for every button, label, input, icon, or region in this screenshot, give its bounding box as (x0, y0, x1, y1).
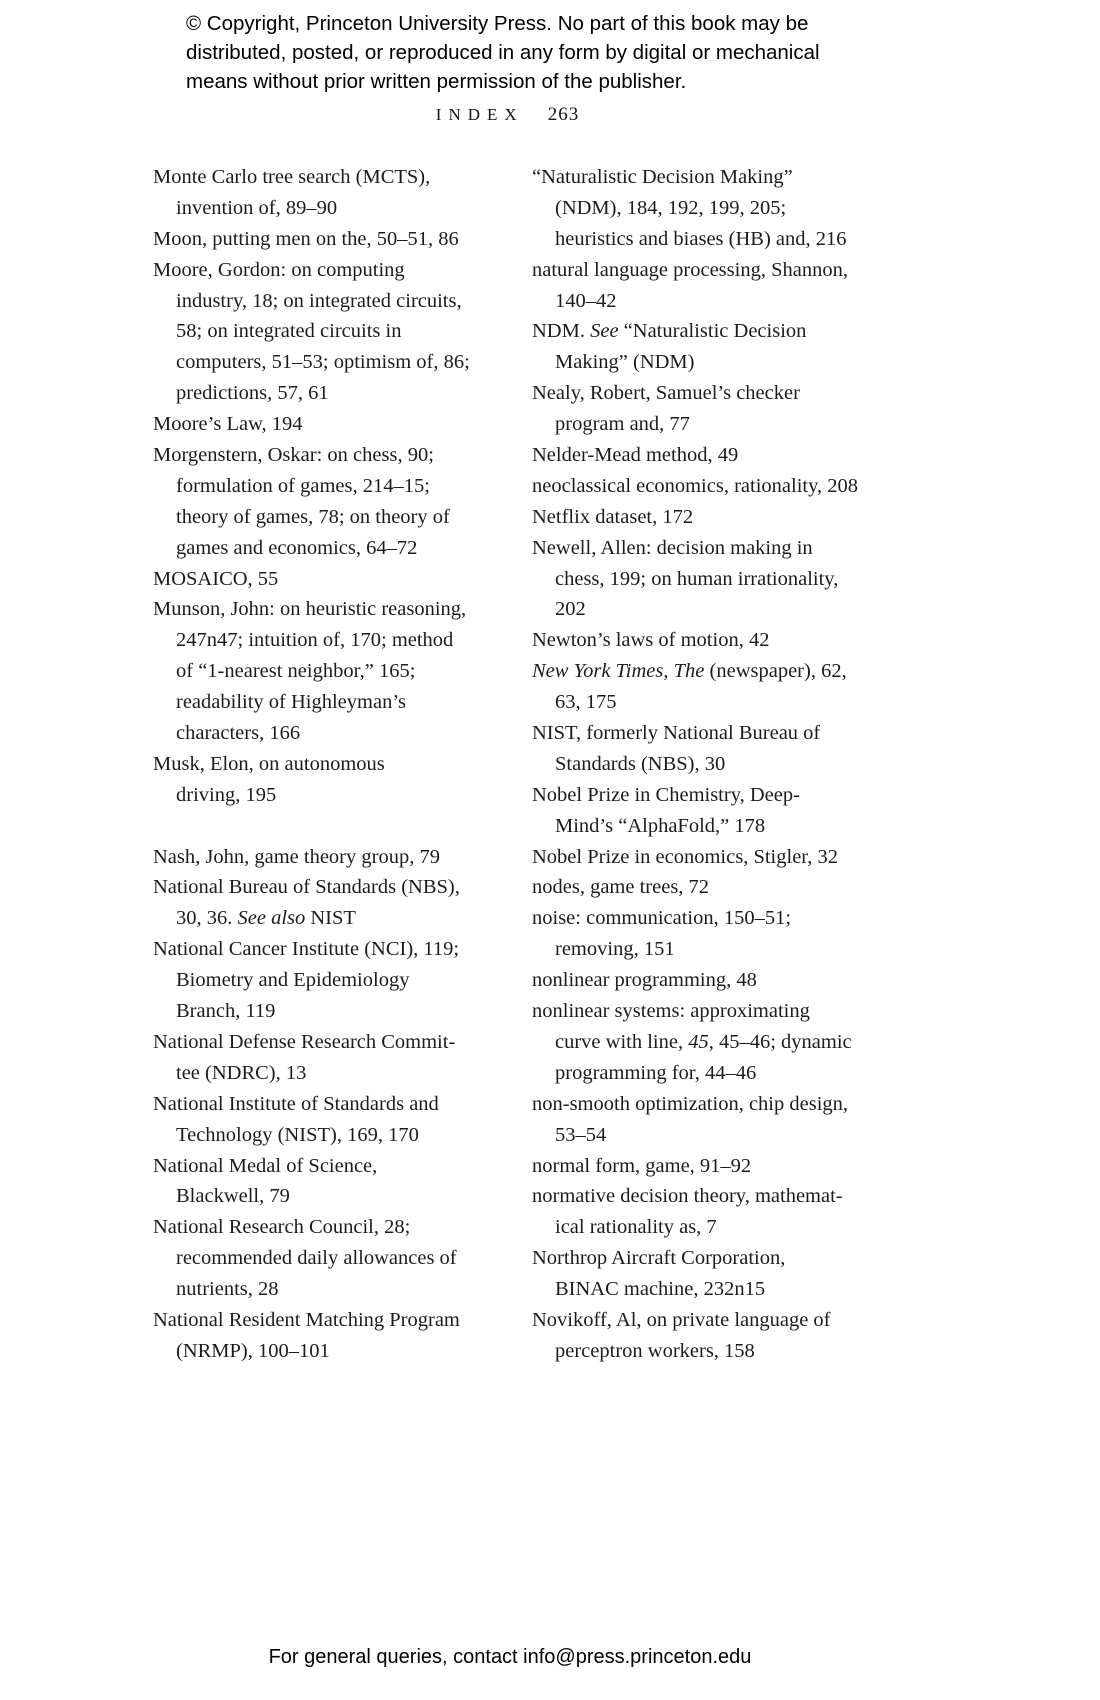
index-line: Branch, 119 (176, 1000, 276, 1023)
index-line: National Research Council, 28; (153, 1216, 411, 1239)
index-line: Moore, Gordon: on computing (153, 258, 405, 281)
index-line: driving, 195 (176, 783, 277, 806)
index-line: National Cancer Institute (NCI), 119; (153, 938, 460, 961)
index-line: Biometry and Epidemiology (176, 969, 410, 992)
index-line: © Copyright, Princeton University Press. No part of this book may be (186, 12, 809, 35)
index-line: normative decision theory, mathemat- (532, 1185, 843, 1208)
index-line: 30, 36. See also NIST (176, 907, 356, 930)
index-line: Monte Carlo tree search (MCTS), (153, 166, 431, 188)
index-line: Moon, putting men on the, 50–51, 86 (153, 227, 459, 250)
index-line: National Bureau of Standards (NBS), (153, 876, 460, 899)
column-spacer (153, 811, 523, 842)
index-line: predictions, 57, 61 (176, 382, 329, 405)
index-line: curve with line, 45, 45–46; dynamic (555, 1030, 852, 1053)
index-line: BINAC machine, 232n15 (555, 1278, 766, 1301)
index-line: MOSAICO, 55 (153, 567, 279, 590)
contact-email-line: For general queries, contact info@press.princeton.edu (268, 1646, 752, 1668)
index-line: Blackwell, 79 (176, 1185, 290, 1208)
index-line: 140–42 (555, 289, 617, 312)
index-line: Moore’s Law, 194 (153, 413, 303, 436)
index-line: 58; on integrated circuits in (176, 320, 402, 343)
page-number: 263 (547, 104, 580, 125)
page-footer (0, 1646, 1020, 1669)
index-line: Mind’s “AlphaFold,” 178 (555, 814, 766, 837)
index-line: Nealy, Robert, Samuel’s checker (532, 382, 800, 405)
copyright-notice (186, 9, 820, 96)
index-line: chess, 199; on human irrationality, (555, 567, 839, 590)
index-right-column (532, 162, 902, 1367)
index-line: 63, 175 (555, 691, 617, 714)
index-line: National Defense Research Commit- (153, 1030, 456, 1053)
index-line: Musk, Elon, on autonomous (153, 752, 385, 775)
index-line: recommended daily allowances of (176, 1247, 457, 1270)
index-line: New York Times, The (newspaper), 62, (532, 660, 847, 683)
index-line: non-smooth optimization, chip design, (532, 1092, 849, 1115)
index-line: natural language processing, Shannon, (532, 258, 848, 281)
index-line: Nash, John, game theory group, 79 (153, 845, 440, 868)
index-line: Netflix dataset, 172 (532, 505, 694, 528)
index-line: heuristics and biases (HB) and, 216 (555, 227, 847, 250)
index-line: perceptron workers, 158 (555, 1339, 755, 1362)
index-line: ical rationality as, 7 (555, 1216, 717, 1239)
index-line: (NRMP), 100–101 (176, 1339, 330, 1362)
index-line: Nobel Prize in Chemistry, Deep- (532, 783, 800, 806)
page-header (0, 104, 1015, 126)
index-line: distributed, posted, or reproduced in any form by digital or mechanical (186, 41, 820, 64)
index-line: Munson, John: on heuristic reasoning, (153, 598, 467, 621)
index-line: computers, 51–53; optimism of, 86; (176, 351, 470, 374)
index-line: of “1-nearest neighbor,” 165; (176, 660, 416, 683)
index-line: neoclassical economics, rationality, 208 (532, 474, 858, 497)
index-line: Newton’s laws of motion, 42 (532, 629, 770, 652)
index-line: removing, 151 (555, 938, 675, 961)
index-line: nonlinear systems: approximating (532, 1000, 810, 1023)
index-line: means without prior written permission of the publisher. (186, 70, 687, 93)
index-title: INDEX (435, 105, 524, 124)
index-line: National Medal of Science, (153, 1154, 378, 1177)
index-line: industry, 18; on integrated circuits, (176, 289, 462, 312)
index-line: Newell, Allen: decision making in (532, 536, 813, 559)
index-line: Morgenstern, Oskar: on chess, 90; (153, 444, 434, 467)
index-line: nonlinear programming, 48 (532, 969, 757, 992)
index-line: Nelder-Mead method, 49 (532, 444, 739, 467)
index-line: programming for, 44–46 (555, 1061, 757, 1084)
index-line: 53–54 (555, 1123, 607, 1146)
index-line: invention of, 89–90 (176, 196, 338, 219)
index-line: characters, 166 (176, 722, 301, 745)
index-line: program and, 77 (555, 413, 690, 436)
index-line: National Resident Matching Program (153, 1308, 460, 1331)
index-line: (NDM), 184, 192, 199, 205; (555, 196, 787, 219)
index-line: NIST, formerly National Bureau of (532, 722, 821, 745)
index-line: normal form, game, 91–92 (532, 1154, 752, 1177)
index-line: NDM. See “Naturalistic Decision (532, 320, 807, 343)
index-line: readability of Highleyman’s (176, 691, 406, 714)
index-line: Novikoff, Al, on private language of (532, 1308, 831, 1331)
index-line: Nobel Prize in economics, Stigler, 32 (532, 845, 839, 868)
index-line: Technology (NIST), 169, 170 (176, 1123, 419, 1146)
index-line: nutrients, 28 (176, 1278, 279, 1301)
index-line: 247n47; intuition of, 170; method (176, 629, 454, 652)
index-line: Making” (NDM) (555, 351, 695, 374)
index-line: 202 (555, 598, 586, 621)
index-line: Northrop Aircraft Corporation, (532, 1247, 786, 1270)
index-line: formulation of games, 214–15; (176, 474, 430, 497)
index-line: games and economics, 64–72 (176, 536, 418, 559)
index-line: tee (NDRC), 13 (176, 1061, 307, 1084)
index-line: “Naturalistic Decision Making” (532, 166, 793, 188)
index-line: theory of games, 78; on theory of (176, 505, 450, 528)
index-line: National Institute of Standards and (153, 1092, 439, 1115)
index-line: noise: communication, 150–51; (532, 907, 792, 930)
index-line: Standards (NBS), 30 (555, 752, 726, 775)
index-left-column (153, 162, 523, 1367)
index-line: nodes, game trees, 72 (532, 876, 710, 899)
